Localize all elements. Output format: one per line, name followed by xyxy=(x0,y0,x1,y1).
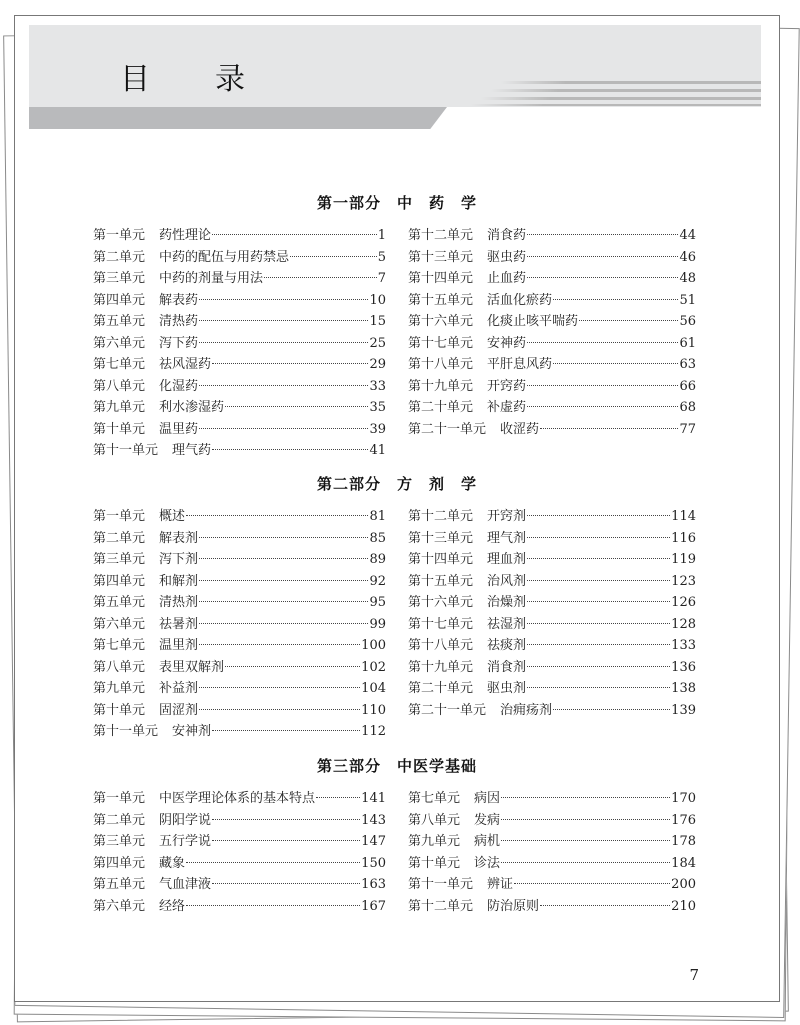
toc-entry-title: 安神药 xyxy=(487,335,527,351)
toc-entry-unit: 第二单元 xyxy=(93,249,146,265)
toc-entry-page: 56 xyxy=(679,314,696,329)
toc-entry[interactable] xyxy=(408,677,696,699)
toc-entry-unit: 第九单元 xyxy=(93,681,146,696)
toc-entry[interactable] xyxy=(93,505,386,527)
toc-entry-page: 61 xyxy=(679,335,696,351)
dot-leader xyxy=(212,449,368,450)
toc-entry-title: 驱虫剂 xyxy=(487,681,527,696)
toc-entry-title: 中药的配伍与用药禁忌 xyxy=(159,249,290,265)
toc-entry[interactable] xyxy=(93,527,386,549)
toc-entry-page: 136 xyxy=(671,659,696,675)
toc-entry-page: 46 xyxy=(679,249,696,265)
toc-entry[interactable] xyxy=(93,375,386,397)
dot-leader xyxy=(199,428,368,429)
toc-entry-title: 温里剂 xyxy=(159,638,199,653)
toc-entry-title: 中医学理论体系的基本特点 xyxy=(159,791,316,806)
toc-column-left xyxy=(93,787,386,916)
toc-entry-unit: 第六单元 xyxy=(93,616,146,632)
dot-leader xyxy=(199,385,368,386)
toc-entry-unit: 第十一单元 xyxy=(408,877,474,892)
dot-leader xyxy=(212,840,360,841)
toc-entry-title: 理血剂 xyxy=(487,552,527,567)
toc-entry[interactable] xyxy=(408,591,696,613)
toc-entry-unit: 第十四单元 xyxy=(408,271,474,286)
dot-leader xyxy=(264,277,377,278)
toc-entry-unit: 第十一单元 xyxy=(93,724,159,739)
toc-entry-page: 139 xyxy=(671,702,696,718)
toc-entry-page: 48 xyxy=(679,271,696,286)
dot-leader xyxy=(527,342,678,343)
toc-entry-page: 133 xyxy=(671,638,696,653)
toc-entry[interactable] xyxy=(93,353,386,375)
toc-entry-title: 藏象 xyxy=(159,855,186,871)
toc-entry-title: 治痈疡剂 xyxy=(500,702,553,718)
toc-entry-page: 104 xyxy=(361,681,386,696)
header-bar xyxy=(29,107,447,129)
toc-entry-title: 概述 xyxy=(159,509,186,524)
toc-column-right xyxy=(408,224,696,439)
dot-leader xyxy=(527,666,670,667)
toc-entry-title: 气血津液 xyxy=(159,877,212,892)
toc-entry-title: 诊法 xyxy=(474,855,501,871)
toc-entry[interactable] xyxy=(408,289,696,311)
toc-entry-title: 理气药 xyxy=(172,443,212,458)
toc-entry[interactable] xyxy=(408,396,696,418)
toc-entry-title: 化湿药 xyxy=(159,378,199,394)
dot-leader xyxy=(527,385,678,386)
dot-leader xyxy=(527,277,678,278)
toc-entry-title: 祛暑剂 xyxy=(159,616,199,632)
toc-entry-unit: 第十四单元 xyxy=(408,552,474,567)
dot-leader xyxy=(225,666,360,667)
dot-leader xyxy=(527,644,670,645)
toc-entry-unit: 第六单元 xyxy=(93,898,146,914)
dot-leader xyxy=(199,623,368,624)
toc-entry-unit: 第二十单元 xyxy=(408,681,474,696)
toc-entry-title: 发病 xyxy=(474,812,501,828)
toc-entry-title: 消食药 xyxy=(487,228,527,243)
toc-entry[interactable] xyxy=(408,527,696,549)
dot-leader xyxy=(199,580,368,581)
dot-leader xyxy=(199,320,368,321)
toc-entry-unit: 第十九单元 xyxy=(408,659,474,675)
toc-entry-unit: 第二十一单元 xyxy=(408,702,487,718)
toc-entry-page: 170 xyxy=(671,791,696,806)
toc-entry-title: 祛湿剂 xyxy=(487,616,527,632)
toc-entry[interactable] xyxy=(93,699,386,721)
toc-entry-unit: 第四单元 xyxy=(93,855,146,871)
toc-entry-page: 167 xyxy=(361,898,386,914)
toc-entry[interactable] xyxy=(93,634,386,656)
toc-entry-page: 141 xyxy=(361,791,386,806)
toc-entry[interactable] xyxy=(408,505,696,527)
dot-leader xyxy=(501,840,670,841)
toc-entry[interactable] xyxy=(93,246,386,268)
toc-entry-page: 112 xyxy=(361,724,386,739)
toc-entry-title: 固涩剂 xyxy=(159,702,199,718)
toc-entry[interactable] xyxy=(93,787,386,809)
toc-entry-title: 辨证 xyxy=(487,877,514,892)
dot-leader xyxy=(527,687,670,688)
dot-leader xyxy=(199,601,368,602)
toc-entry-page: 102 xyxy=(361,659,386,675)
dot-leader xyxy=(540,428,678,429)
dot-leader xyxy=(527,558,670,559)
dot-leader xyxy=(527,515,670,516)
toc-entry[interactable] xyxy=(408,830,696,852)
dot-leader xyxy=(199,687,360,688)
dot-leader xyxy=(186,905,360,906)
toc-entry-page: 116 xyxy=(671,530,696,546)
toc-entry-unit: 第十五单元 xyxy=(408,573,474,589)
toc-entry-unit: 第十六单元 xyxy=(408,595,474,610)
dot-leader xyxy=(553,299,678,300)
toc-entry-page: 81 xyxy=(369,509,386,524)
toc-entry-page: 1 xyxy=(377,228,386,243)
toc-entry[interactable] xyxy=(408,873,696,895)
toc-entry-unit: 第十单元 xyxy=(93,702,146,718)
toc-entry-title: 补虚药 xyxy=(487,400,527,415)
toc-entry-title: 开窍剂 xyxy=(487,509,527,524)
toc-entry[interactable] xyxy=(408,699,696,721)
section-title: 第二部分 方 剂 学 xyxy=(316,475,477,493)
dot-leader xyxy=(199,709,360,710)
header-stripe xyxy=(481,97,761,100)
toc-entry-unit: 第十八单元 xyxy=(408,638,474,653)
page-title-char: 录 xyxy=(215,62,245,97)
section-title: 第一部分 中 药 学 xyxy=(316,194,477,212)
toc-entry-unit: 第一单元 xyxy=(93,509,146,524)
toc-entry-title: 补益剂 xyxy=(159,681,199,696)
toc-entry-page: 35 xyxy=(369,400,386,415)
toc-entry-title: 祛痰剂 xyxy=(487,638,527,653)
dot-leader xyxy=(501,797,670,798)
toc-entry[interactable] xyxy=(93,396,386,418)
toc-entry[interactable] xyxy=(408,809,696,831)
toc-entry[interactable] xyxy=(408,895,696,917)
toc-entry-page: 143 xyxy=(361,812,386,828)
dot-leader xyxy=(186,862,360,863)
toc-entry[interactable] xyxy=(93,656,386,678)
toc-entry-title: 清热药 xyxy=(159,314,199,329)
toc-entry[interactable] xyxy=(93,267,386,289)
toc-entry-page: 147 xyxy=(361,834,386,849)
toc-entry[interactable] xyxy=(408,224,696,246)
toc-entry[interactable] xyxy=(408,548,696,570)
toc-entry-title: 驱虫药 xyxy=(487,249,527,265)
dot-leader xyxy=(501,819,670,820)
toc-entry[interactable] xyxy=(93,720,386,742)
toc-page xyxy=(14,15,780,1002)
dot-leader xyxy=(212,883,360,884)
toc-entry-unit: 第六单元 xyxy=(93,335,146,351)
toc-entry-unit: 第二单元 xyxy=(93,812,146,828)
dot-leader xyxy=(212,363,368,364)
toc-entry-page: 128 xyxy=(671,616,696,632)
toc-entry-page: 77 xyxy=(679,421,696,437)
dot-leader xyxy=(527,537,670,538)
toc-entry-title: 温里药 xyxy=(159,421,199,437)
toc-entry-unit: 第十二单元 xyxy=(408,898,474,914)
toc-column-right xyxy=(408,787,696,916)
toc-entry-unit: 第二十单元 xyxy=(408,400,474,415)
toc-entry-unit: 第二十一单元 xyxy=(408,421,487,437)
page-title-char: 目 xyxy=(120,62,150,97)
toc-entry[interactable] xyxy=(408,613,696,635)
toc-entry-page: 163 xyxy=(361,877,386,892)
dot-leader xyxy=(212,730,360,731)
toc-entry-page: 178 xyxy=(671,834,696,849)
toc-entry[interactable] xyxy=(408,353,696,375)
dot-leader xyxy=(527,623,670,624)
toc-entry-unit: 第五单元 xyxy=(93,595,146,610)
toc-entry-unit: 第十二单元 xyxy=(408,509,474,524)
toc-entry[interactable] xyxy=(93,439,386,461)
toc-entry-title: 和解剂 xyxy=(159,573,199,589)
toc-entry-title: 消食剂 xyxy=(487,659,527,675)
dot-leader xyxy=(199,558,368,559)
dot-leader xyxy=(579,320,678,321)
toc-entry-title: 经络 xyxy=(159,898,186,914)
toc-entry-page: 15 xyxy=(369,314,386,329)
toc-entry-page: 138 xyxy=(671,681,696,696)
toc-entry-title: 活血化瘀药 xyxy=(487,292,553,308)
toc-entry-page: 66 xyxy=(679,378,696,394)
toc-entry-page: 39 xyxy=(369,421,386,437)
toc-entry-unit: 第十二单元 xyxy=(408,228,474,243)
toc-entry-unit: 第十单元 xyxy=(93,421,146,437)
dot-leader xyxy=(527,580,670,581)
toc-entry[interactable] xyxy=(408,375,696,397)
toc-entry-unit: 第九单元 xyxy=(93,400,146,415)
dot-leader xyxy=(212,234,377,235)
toc-entry-title: 收涩药 xyxy=(500,421,540,437)
toc-entry-unit: 第十一单元 xyxy=(93,443,159,458)
toc-entry-title: 治风剂 xyxy=(487,573,527,589)
dot-leader xyxy=(212,819,360,820)
toc-entry-title: 理气剂 xyxy=(487,530,527,546)
toc-entry[interactable] xyxy=(93,418,386,440)
toc-entry-unit: 第五单元 xyxy=(93,877,146,892)
toc-entry-unit: 第十七单元 xyxy=(408,616,474,632)
toc-entry-page: 89 xyxy=(369,552,386,567)
toc-entry-page: 51 xyxy=(679,292,696,308)
toc-entry-page: 44 xyxy=(679,228,696,243)
toc-entry-unit: 第八单元 xyxy=(93,378,146,394)
toc-entry-page: 85 xyxy=(369,530,386,546)
toc-entry-unit: 第十三单元 xyxy=(408,249,474,265)
toc-entry-title: 五行学说 xyxy=(159,834,212,849)
toc-entry-unit: 第二单元 xyxy=(93,530,146,546)
toc-entry-title: 病因 xyxy=(474,791,501,806)
dot-leader xyxy=(225,406,368,407)
toc-entry-page: 123 xyxy=(671,573,696,589)
toc-entry-title: 药性理论 xyxy=(159,228,212,243)
toc-entry-title: 表里双解剂 xyxy=(159,659,225,675)
toc-entry-page: 25 xyxy=(369,335,386,351)
toc-entry[interactable] xyxy=(93,830,386,852)
dot-leader xyxy=(527,601,670,602)
toc-entry-title: 中药的剂量与用法 xyxy=(159,271,264,286)
toc-entry-page: 210 xyxy=(671,898,696,914)
toc-entry-unit: 第一单元 xyxy=(93,228,146,243)
toc-entry-title: 化痰止咳平喘药 xyxy=(487,314,579,329)
toc-entry-unit: 第十五单元 xyxy=(408,292,474,308)
toc-entry[interactable] xyxy=(408,656,696,678)
toc-entry-title: 泻下剂 xyxy=(159,552,199,567)
toc-entry-page: 33 xyxy=(369,378,386,394)
toc-entry-title: 泻下药 xyxy=(159,335,199,351)
toc-entry-page: 7 xyxy=(377,271,386,286)
toc-entry-page: 99 xyxy=(369,616,386,632)
toc-entry[interactable] xyxy=(93,548,386,570)
toc-entry-page: 10 xyxy=(369,292,386,308)
toc-entry[interactable] xyxy=(93,224,386,246)
dot-leader xyxy=(290,256,377,257)
toc-entry-unit: 第四单元 xyxy=(93,573,146,589)
toc-entry[interactable] xyxy=(93,591,386,613)
dot-leader xyxy=(199,644,360,645)
dot-leader xyxy=(186,515,368,516)
toc-entry-page: 68 xyxy=(679,400,696,415)
toc-entry-unit: 第十三单元 xyxy=(408,530,474,546)
toc-entry[interactable] xyxy=(93,570,386,592)
toc-entry-unit: 第五单元 xyxy=(93,314,146,329)
toc-entry-unit: 第八单元 xyxy=(408,812,461,828)
toc-entry[interactable] xyxy=(93,895,386,917)
toc-entry-unit: 第三单元 xyxy=(93,552,146,567)
toc-entry[interactable] xyxy=(93,852,386,874)
toc-entry-page: 119 xyxy=(671,552,696,567)
toc-column-left xyxy=(93,224,386,461)
toc-entry-unit: 第十七单元 xyxy=(408,335,474,351)
dot-leader xyxy=(540,905,670,906)
toc-entry[interactable] xyxy=(93,310,386,332)
toc-entry-title: 解表剂 xyxy=(159,530,199,546)
toc-entry-unit: 第七单元 xyxy=(93,357,146,372)
dot-leader xyxy=(527,234,678,235)
toc-entry-page: 200 xyxy=(671,877,696,892)
toc-entry-unit: 第七单元 xyxy=(93,638,146,653)
dot-leader xyxy=(553,363,678,364)
toc-entry[interactable] xyxy=(93,289,386,311)
toc-entry-unit: 第十六单元 xyxy=(408,314,474,329)
dot-leader xyxy=(514,883,670,884)
toc-entry-page: 114 xyxy=(671,509,696,524)
section-title: 第三部分 中医学基础 xyxy=(316,757,477,775)
toc-entry-page: 100 xyxy=(361,638,386,653)
toc-column-right xyxy=(408,505,696,720)
toc-entry-page: 110 xyxy=(361,702,386,718)
toc-entry[interactable] xyxy=(408,852,696,874)
toc-entry-title: 阴阳学说 xyxy=(159,812,212,828)
toc-entry[interactable] xyxy=(408,787,696,809)
toc-entry-title: 利水渗湿药 xyxy=(159,400,225,415)
toc-entry[interactable] xyxy=(408,246,696,268)
dot-leader xyxy=(553,709,670,710)
toc-entry[interactable] xyxy=(93,677,386,699)
dot-leader xyxy=(527,256,678,257)
dot-leader xyxy=(316,797,360,798)
toc-entry-title: 治燥剂 xyxy=(487,595,527,610)
toc-entry-unit: 第十九单元 xyxy=(408,378,474,394)
dot-leader xyxy=(199,299,368,300)
toc-entry-page: 150 xyxy=(361,855,386,871)
dot-leader xyxy=(501,862,670,863)
toc-entry-title: 安神剂 xyxy=(172,724,212,739)
toc-column-left xyxy=(93,505,386,742)
toc-entry-unit: 第十单元 xyxy=(408,855,461,871)
header-stripe xyxy=(491,89,761,92)
toc-entry[interactable] xyxy=(93,332,386,354)
toc-entry-unit: 第八单元 xyxy=(93,659,146,675)
toc-entry-page: 41 xyxy=(369,443,386,458)
toc-entry-unit: 第七单元 xyxy=(408,791,461,806)
toc-entry-title: 祛风湿药 xyxy=(159,357,212,372)
toc-entry-unit: 第四单元 xyxy=(93,292,146,308)
toc-entry[interactable] xyxy=(408,267,696,289)
toc-entry-title: 开窍药 xyxy=(487,378,527,394)
toc-entry-unit: 第九单元 xyxy=(408,834,461,849)
toc-entry[interactable] xyxy=(93,613,386,635)
toc-entry[interactable] xyxy=(408,570,696,592)
toc-entry[interactable] xyxy=(93,809,386,831)
toc-entry[interactable] xyxy=(408,310,696,332)
dot-leader xyxy=(199,342,368,343)
toc-entry[interactable] xyxy=(408,634,696,656)
toc-entry-page: 95 xyxy=(369,595,386,610)
toc-entry-title: 解表药 xyxy=(159,292,199,308)
toc-entry-title: 止血药 xyxy=(487,271,527,286)
toc-entry[interactable] xyxy=(408,418,696,440)
toc-entry-page: 176 xyxy=(671,812,696,828)
toc-entry-title: 平肝息风药 xyxy=(487,357,553,372)
toc-entry-unit: 第一单元 xyxy=(93,791,146,806)
toc-entry-unit: 第三单元 xyxy=(93,834,146,849)
toc-entry-page: 5 xyxy=(377,249,386,265)
toc-entry-page: 126 xyxy=(671,595,696,610)
toc-entry[interactable] xyxy=(93,873,386,895)
toc-entry-page: 92 xyxy=(369,573,386,589)
header-stripe xyxy=(501,81,761,84)
header-stripe xyxy=(471,104,761,106)
toc-entry-title: 病机 xyxy=(474,834,501,849)
toc-entry-unit: 第十八单元 xyxy=(408,357,474,372)
toc-entry-title: 清热剂 xyxy=(159,595,199,610)
toc-entry-page: 29 xyxy=(369,357,386,372)
dot-leader xyxy=(199,537,368,538)
dot-leader xyxy=(527,406,678,407)
toc-entry-title: 防治原则 xyxy=(487,898,540,914)
toc-entry-unit: 第三单元 xyxy=(93,271,146,286)
toc-entry[interactable] xyxy=(408,332,696,354)
toc-entry-page: 63 xyxy=(679,357,696,372)
toc-entry-page: 184 xyxy=(671,855,696,871)
page-number: 7 xyxy=(689,966,699,984)
